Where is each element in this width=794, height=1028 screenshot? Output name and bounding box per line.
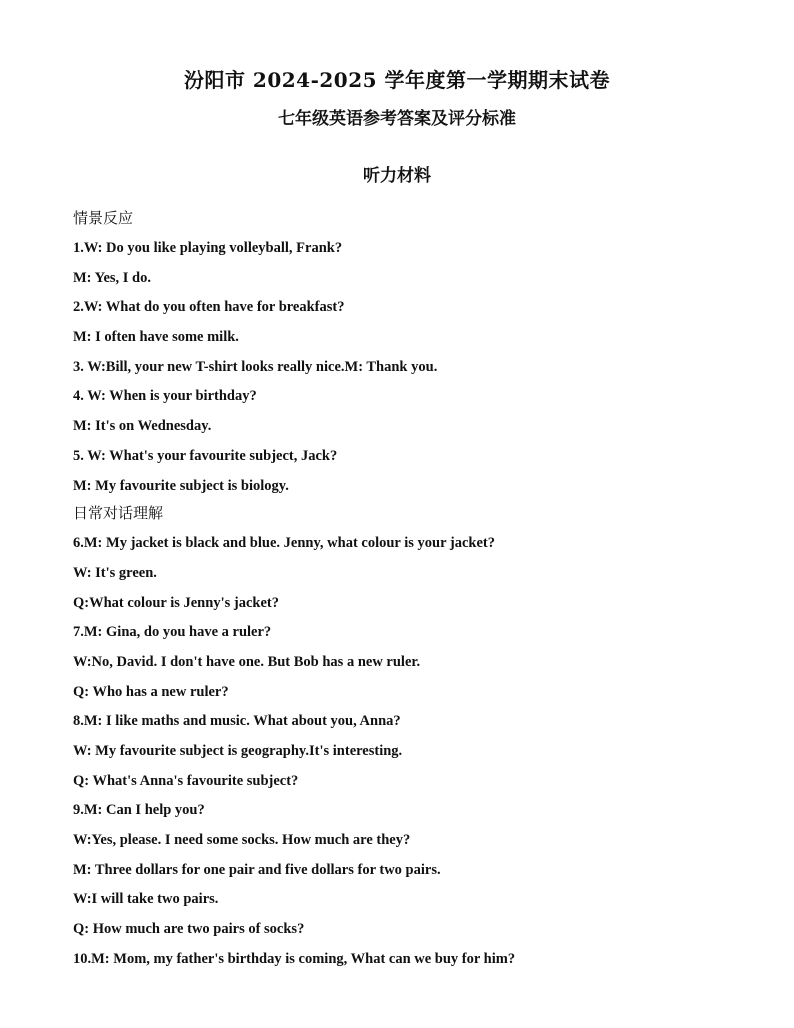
script-line: 10.M: Mom, my father's birthday is coming, What can we buy for him? [73, 950, 516, 967]
script-line: W:No, David. I don't have one. But Bob has a new ruler. [73, 653, 421, 670]
part1-heading: 情景反应 [73, 209, 134, 227]
script-line: M: Three dollars for one pair and five dollars for two pairs. [73, 861, 441, 878]
script-line: Q:What colour is Jenny's jacket? [73, 594, 279, 611]
script-line: 4. W: When is your birthday? [73, 388, 257, 405]
script-line: 8.M: I like maths and music. What about you, Anna? [73, 713, 401, 730]
script-line: Q: Who has a new ruler? [73, 683, 229, 700]
script-line: 3. W:Bill, your new T-shirt looks really nice.M: Thank you. [73, 358, 438, 375]
exam-subtitle: 七年级英语参考答案及评分标准 [278, 109, 516, 129]
exam-title: 汾阳市 2024-2025 学年度第一学期期末试卷 [183, 68, 611, 92]
script-line: 2.W: What do you often have for breakfast? [73, 299, 345, 316]
script-line: W:I will take two pairs. [73, 891, 219, 908]
part2-heading: 日常对话理解 [73, 504, 164, 523]
script-line: 1.W: Do you like playing volleyball, Frank? [73, 240, 343, 256]
script-line: 6.M: My jacket is black and blue. Jenny, what colour is your jacket? [73, 535, 495, 552]
script-line: M: I often have some milk. [73, 329, 239, 346]
script-line: Q: How much are two pairs of socks? [73, 921, 305, 938]
script-line: Q: What's Anna's favourite subject? [73, 772, 299, 789]
script-line: M: My favourite subject is biology. [73, 477, 289, 494]
script-line: W:Yes, please. I need some socks. How much are they? [73, 832, 411, 849]
script-line: M: It's on Wednesday. [73, 418, 212, 435]
script-line: M: Yes, I do. [73, 269, 152, 286]
script-line: 7.M: Gina, do you have a ruler? [73, 624, 272, 641]
script-line: 9.M: Can I help you? [73, 802, 205, 819]
listening-script [73, 206, 754, 975]
script-line: 5. W: What's your favourite subject, Jack? [73, 447, 338, 464]
section-title: 听力材料 [363, 166, 431, 186]
script-line: W: It's green. [73, 564, 157, 581]
script-line: W: My favourite subject is geography.It's interesting. [73, 743, 403, 759]
